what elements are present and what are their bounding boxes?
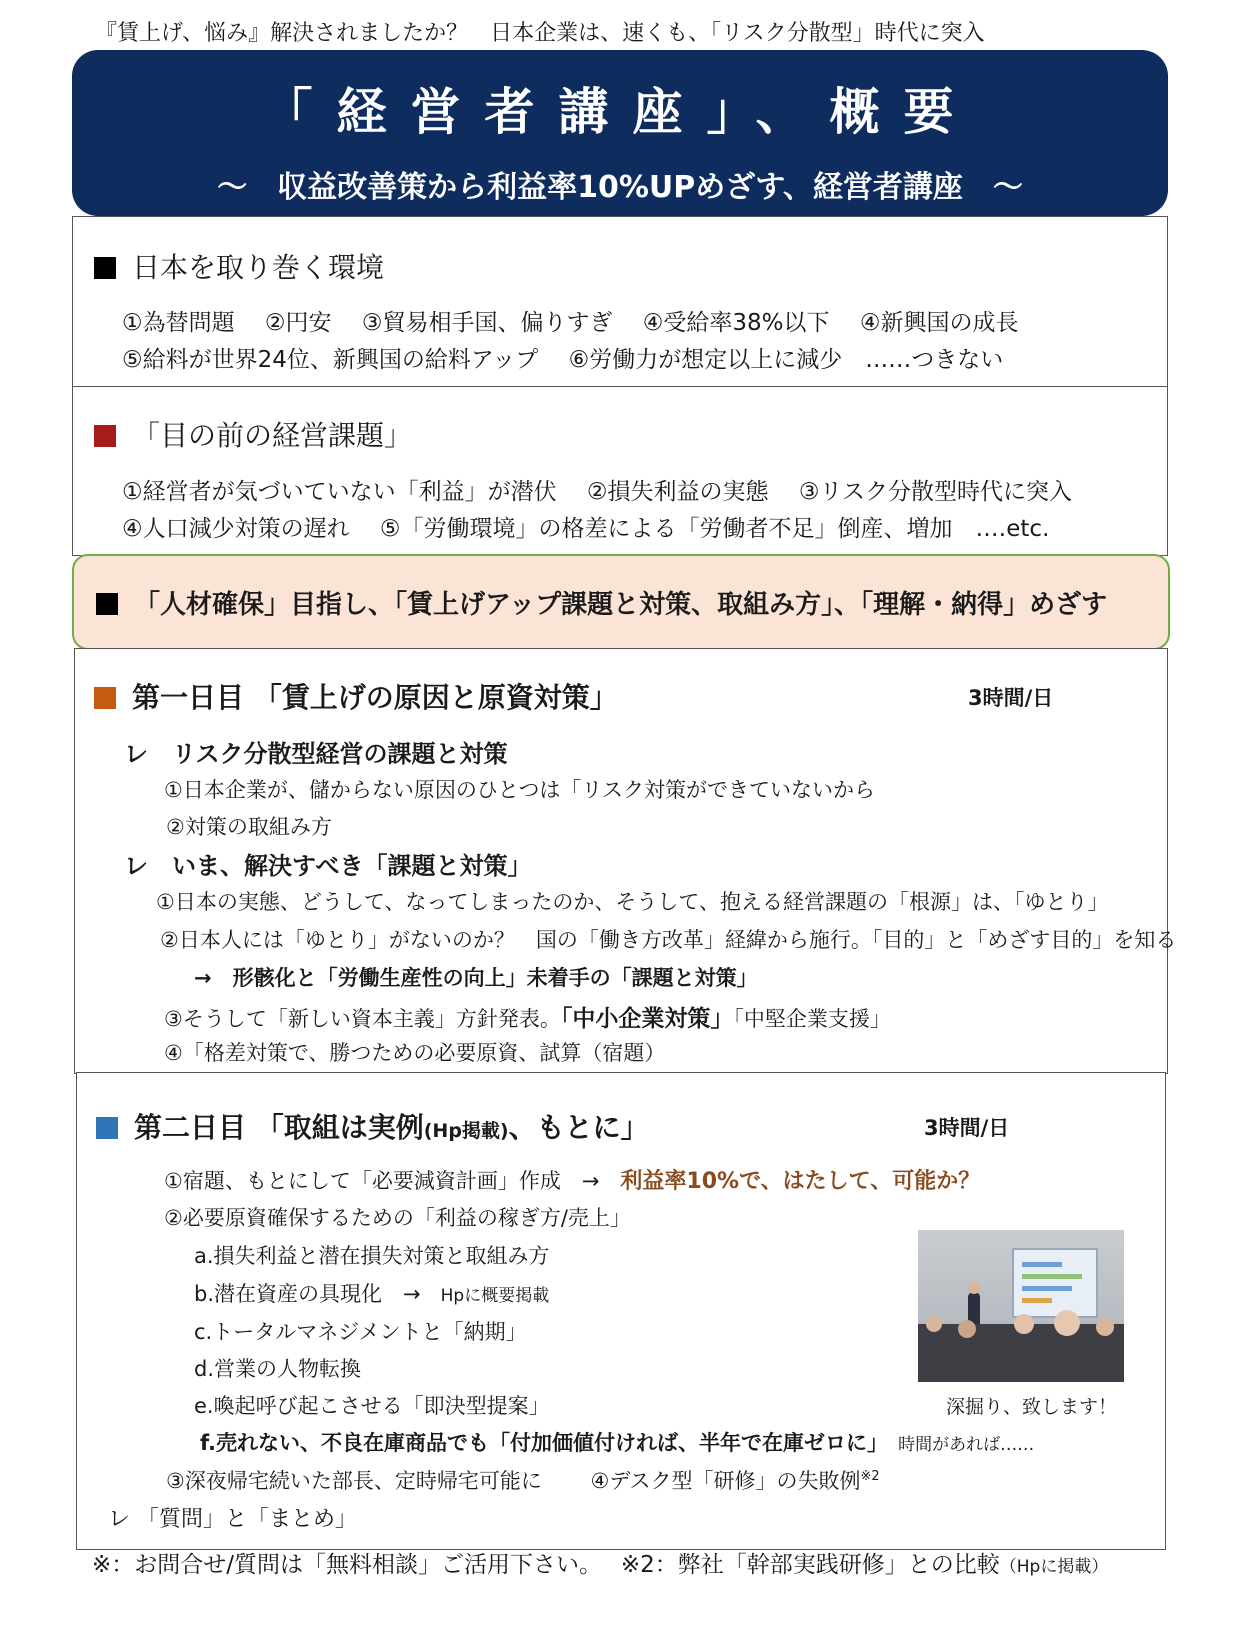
black-square-icon: [96, 593, 118, 615]
issues-line-1: ①経営者が気づいていない「利益」が潜伏 ②損失利益の実態 ③リスク分散型時代に突入: [122, 479, 1073, 505]
day2-item-1: ①宿題、もとにして「必要減資計画」作成 → 利益率10%で、はたして、可能か？: [164, 1169, 981, 1194]
highlight-text: 「人材確保」目指し、「賃上げアップ課題と対策、取組み方」、「理解・納得」めざす: [96, 584, 1107, 621]
day1-hours: 3時間/日: [968, 686, 1054, 710]
day1-item-2-1: ①日本の実態、どうして、なってしまったのか、そうして、抱える経営課題の「根源」は、「ゆとり」: [156, 890, 1109, 914]
day1-item-1: レ リスク分散型経営の課題と対策: [124, 740, 508, 768]
day1-item-1-1: ①日本企業が、儲からない原因のひとつは「リスク対策ができていないから: [164, 778, 875, 802]
day2-heading: 第二日目 「取組は実例(Hp掲載)、もとに」: [96, 1106, 649, 1146]
audience: [918, 1324, 1124, 1382]
day2-item-a: a.損失利益と潜在損失対策と取組み方: [194, 1244, 550, 1268]
environment-line-2: ⑤給料が世界24位、新興国の給料アップ ⑥労働力が想定以上に減少 ‥‥‥つきない: [122, 347, 1004, 373]
environment-line-1: ①為替問題 ②円安 ③貿易相手国、偏りすぎ ④受給率38%以下 ④新興国の成長: [122, 310, 1019, 336]
day1-heading: 第一日目 「賃上げの原因と原資対策」: [94, 676, 618, 716]
page-subtitle: ～ 収益改善策から利益率10%UPめざす、経営者講座 ～: [217, 170, 1023, 205]
day2-item-b: b.潜在資産の具現化 → Hpに概要掲載: [194, 1282, 550, 1306]
day2-item-3: ③深夜帰宅続いた部長、定時帰宅可能に ④デスク型「研修」の失敗例$^{※2}$: [166, 1469, 880, 1493]
top-tagline: 『賃上げ、悩み』解決されましたか？ 日本企業は、速くも、「リスク分散型」時代に突入: [95, 21, 985, 46]
black-square-icon: [94, 257, 116, 279]
day2-item-d: d.営業の人物転換: [194, 1357, 362, 1381]
title-banner: [72, 50, 1168, 216]
day2-summary: レ 「質問」と「まとめ」: [108, 1507, 357, 1532]
day2-item-2: ②必要原資確保するための「利益の稼ぎ方/売上」: [164, 1206, 631, 1230]
day1-item-2-2-arrow: → 形骸化と「労働生産性の向上」未着手の「課題と対策」: [194, 966, 758, 990]
photo-caption: 深掘り、致します！: [946, 1396, 1118, 1418]
footer-note: ※：お問合せ/質問は「無料相談」ご活用下さい。 ※2：弊社「幹部実践研修」との比較（Hpに掲載）: [92, 1552, 1109, 1578]
day1-item-2-3: ③そうして「新しい資本主義」方針発表。「中小企業対策」「中堅企業支援」: [164, 1006, 891, 1032]
blue-square-icon: [96, 1117, 118, 1139]
issues-line-2: ④人口減少対策の遅れ ⑤「労働環境」の格差による「労働者不足」倒産、増加 ‥‥etc.: [122, 516, 1050, 542]
red-square-icon: [94, 425, 116, 447]
day1-item-2-4: ④「格差対策で、勝つための必要原資、試算（宿題）: [164, 1041, 666, 1065]
day2-item-c: c.トータルマネジメントと「納期」: [194, 1320, 527, 1344]
day2-item-f: f.売れない、不良在庫商品でも「付加価値付ければ、半年で在庫ゼロに」 時間があれば‥‥‥: [200, 1431, 1035, 1455]
issues-heading: 「目の前の経営課題」: [94, 414, 412, 454]
orange-square-icon: [94, 687, 116, 709]
day2-hours: 3時間/日: [924, 1116, 1010, 1140]
page-title: 「経営者講座」、概要: [262, 83, 978, 141]
seminar-photo: [918, 1230, 1124, 1382]
environment-heading: 日本を取り巻く環境: [94, 246, 384, 286]
day1-item-2-2: ②日本人には「ゆとり」がないのか？ 国の「働き方改革」経緯から施行。「目的」と「めざす目的」を知る: [160, 928, 1177, 952]
projector-screen: [1012, 1248, 1098, 1318]
day1-item-1-2: ②対策の取組み方: [166, 815, 332, 839]
day2-item-e: e.喚起呼び起こさせる「即決型提案」: [194, 1394, 550, 1418]
day1-item-2: レ いま、解決すべき「課題と対策」: [124, 852, 532, 880]
